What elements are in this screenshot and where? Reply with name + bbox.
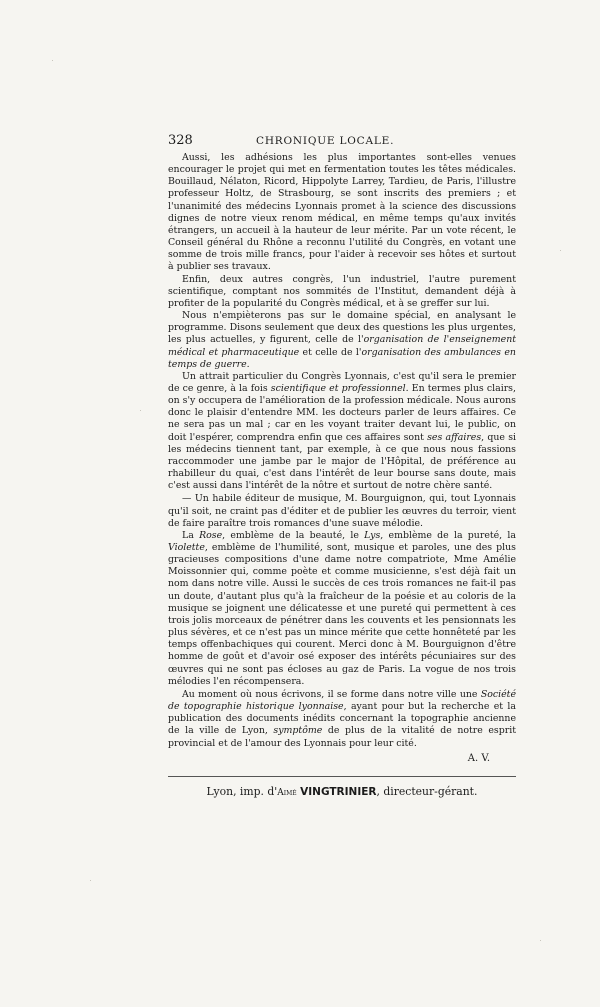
paper-speck xyxy=(52,60,53,61)
paper-speck xyxy=(140,410,141,411)
paragraph-other-congresses: Enfin, deux autres congrès, l'un industriel, l'autre purement scientifique, comptant nos sommités de l'Institut, demandent déjà à profiter de la popularité du Congrès médical, et à se greffer sur lui. xyxy=(168,273,516,309)
paper-speck xyxy=(90,880,91,881)
paragraph-topography-society: Au moment où nous écrivons, il se forme dans notre ville une Société de topographie historique lyonnaise, ayant pour but la recherche et la publication des documents inédits concernant la topographie ancienne de la ville de Lyon, symptôme de plus de la vitalité de notre esprit provincial et de l'amour des Lyonnais pour leur cité. xyxy=(168,688,516,749)
page-number: 328 xyxy=(168,133,193,148)
paragraph-professional: Un attrait particulier du Congrès Lyonnais, c'est qu'il sera le premier de ce genre, à la fois scientifique et professionnel. En termes plus clairs, on s'y occupera de l'amélioration de la profession médicale. Nous aurons donc le plaisir d'entendre MM. les docteurs parler de leurs affaires. Ce ne sera pas un mal ; car en les voyant traiter devant lui, le public, on doit l'espérer, comprendra enfin que ces affaires sont ses affaires, que si les médecins tiennent tant, par exemple, à ce que nous nous fassions raccommoder une jambe par le major de l'Hôpital, de préférence au rhabilleur du quai, c'est dans l'intérêt de leur bourse sans doute, mais c'est aussi dans l'intérêt de la nôtre et surtout de notre chère santé. xyxy=(168,370,517,492)
paragraph-congress-support: Aussi, les adhésions les plus importantes sont-elles venues encourager le projet qui met en fermentation toutes les têtes médicales. Bouillaud, Nélaton, Ricord, Hippolyte Larrey, Tardieu, de Paris, l'illustre professeur Holtz, de Strasbourg, se sont inscrits des premiers ; et l'unanimité des médecins Lyonnais promet à la science des discussions dignes de notre vieux renom médical, en même temps qu'aux invités étrangers, un accueil à la hauteur de leur mérite. Par un vote récent, le Conseil général du Rhône a reconnu l'utilité du Congrès, en votant une somme de trois mille francs, pour l'aider à recevoir ses hôtes et surtout à publier ses travaux. xyxy=(168,152,516,273)
page-header xyxy=(168,133,516,149)
author-signature: A. V. xyxy=(467,752,490,764)
paragraph-programme: Nous n'empièterons pas sur le domaine spécial, en analysant le programme. Disons seulement que deux des questions les plus urgentes, les plus actuelles, y figurent, celle de l'organisation de l'enseignement médical et pharmaceutique et celle de l'organisation des ambulances en temps de guerre. xyxy=(168,310,517,370)
paper-speck xyxy=(560,250,561,251)
printer-imprint: Lyon, imp. d'Aimé VINGTRINIER, directeur-gérant. xyxy=(206,784,478,798)
paragraph-romances: La Rose, emblème de la beauté, le Lys, emblème de la pureté, la Violette, emblème de l'humilité, sont, musique et paroles, une des plus gracieuses compositions d'une dame notre compatriote, Mme Amélie Moissonnier qui, comme poète et comme musicienne, s'est déjà fait un nom dans notre ville. Aussi le succès de ces trois romances ne fait-il pas un doute, d'autant plus qu'à la fraîcheur de la poésie et au coloris de la musique se joignent une délicatesse et une pureté qui permettent à ces trois jolis morceaux de pénétrer dans les couvents et les pensionnats les plus sévères, et ce n'est pas un mince mérite que cette honnêteté par les temps offenbachiques qui courent. Merci donc à M. Bourguignon d'être homme de goût et d'avoir osé exposer des intérêts pécuniaires sur des œuvres qui ne sont pas écloses au gaz de Paris. La vogue de nos trois mélodies l'en récompensera. xyxy=(168,529,516,687)
body-text xyxy=(168,152,516,750)
paragraph-music-editor: — Un habile éditeur de musique, M. Bourguignon, qui, tout Lyonnais qu'il soit, ne craint pas d'éditer et de publier les œuvres du terroir, vient de faire paraître trois romances d'une suave mélodie. xyxy=(168,493,516,529)
paper-speck xyxy=(540,940,541,941)
footer-rule xyxy=(168,776,516,777)
running-title: CHRONIQUE LOCALE. xyxy=(256,135,395,147)
book-page xyxy=(168,133,516,798)
